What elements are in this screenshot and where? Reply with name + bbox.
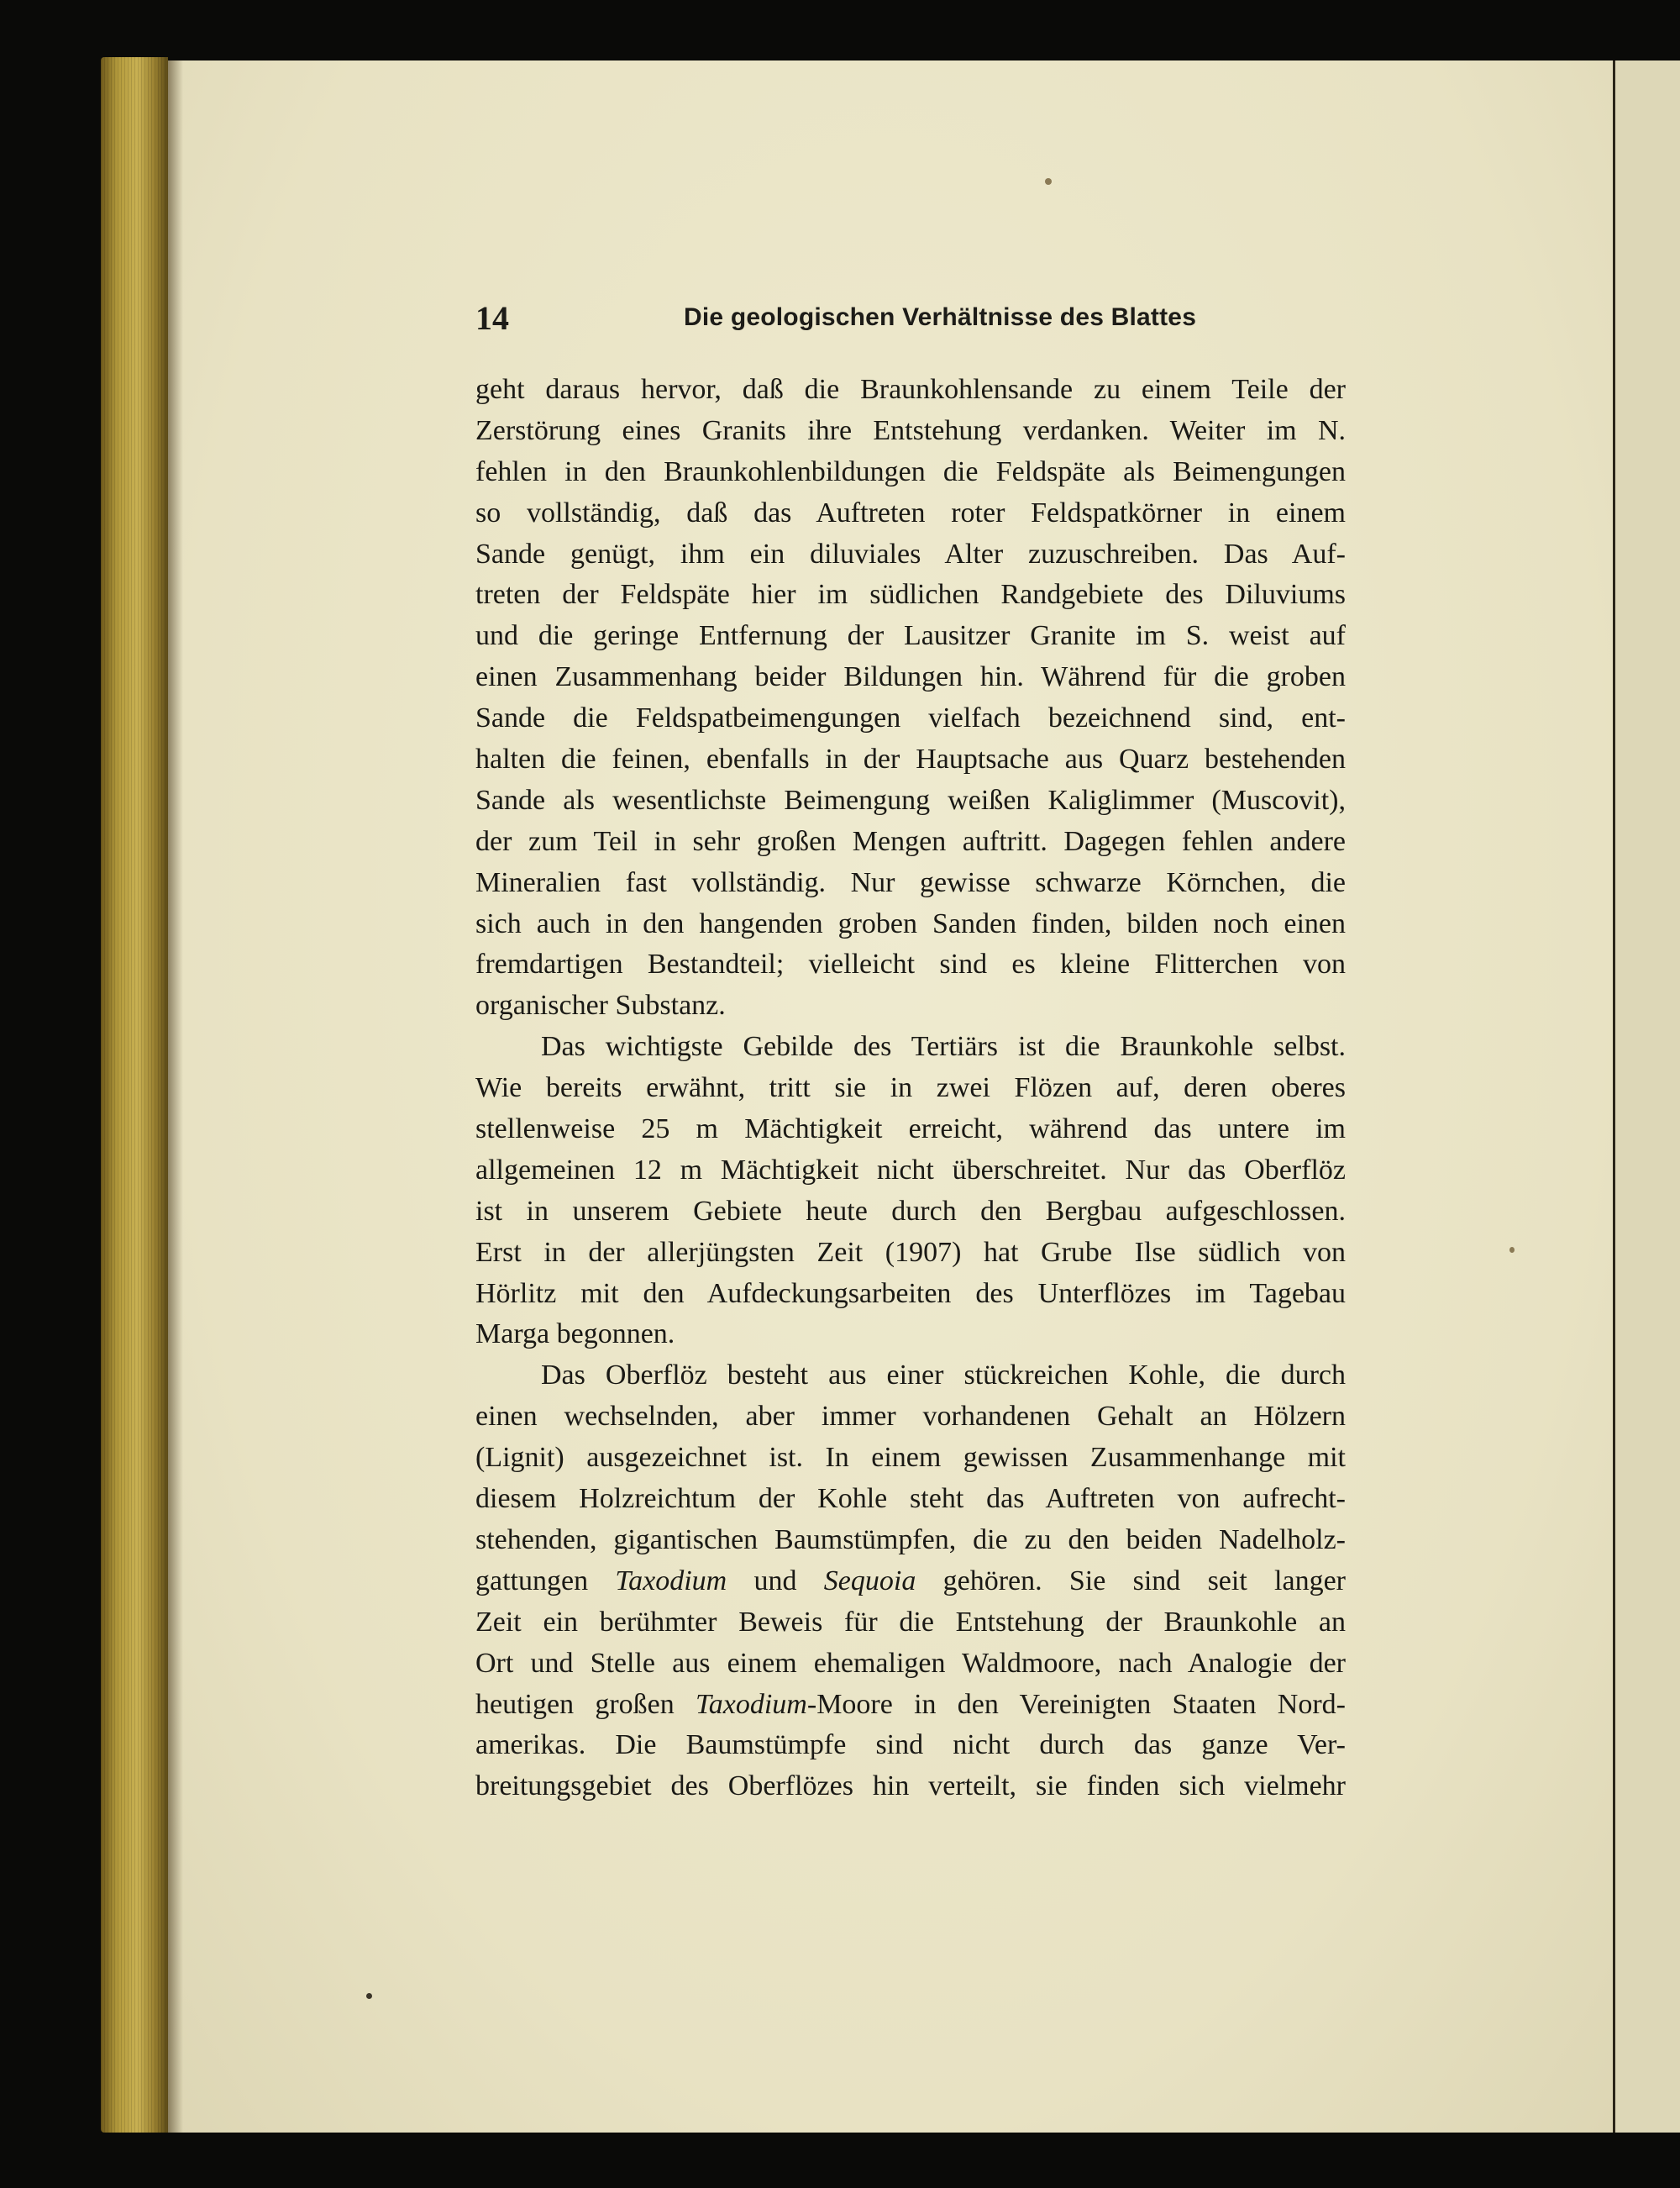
page-number: 14 xyxy=(475,299,509,337)
text-line: halten die feinen, ebenfalls in der Hauptsache aus Quarz bestehenden xyxy=(475,744,1346,776)
spine-shadow xyxy=(168,60,183,2133)
running-title: Die geologischen Verhältnisse des Blattes xyxy=(684,303,1197,331)
text-line: Erst in der allerjüngsten Zeit (1907) hat Grube Ilse südlich von xyxy=(475,1236,1346,1268)
text-line: Hörlitz mit den Aufdeckungsarbeiten des Unterflözes im Tagebau xyxy=(475,1277,1346,1309)
next-page-edge xyxy=(1613,60,1680,2133)
body-text xyxy=(475,370,1346,1807)
text-line: einen wechselnden, aber immer vorhandenen Gehalt an Hölzern xyxy=(475,1401,1346,1433)
text-line: einen Zusammenhang beider Bildungen hin. Während für die groben xyxy=(475,661,1346,693)
text-line: breitungsgebiet des Oberflözes hin verteilt, sie finden sich vielmehr xyxy=(475,1770,1346,1802)
text-line: stellenweise 25 m Mächtigkeit erreicht, während das untere im xyxy=(475,1113,1346,1145)
text-line: organischer Substanz. xyxy=(475,990,726,1022)
text-line: so vollständig, daß das Auftreten roter Feldspatkörner in einem xyxy=(475,497,1346,529)
paper-speck xyxy=(1045,178,1052,185)
text-line: stehenden, gigantischen Baumstümpfen, die zu den beiden Nadelholz- xyxy=(475,1523,1346,1555)
text-line: Ort und Stelle aus einem ehemaligen Waldmoore, nach Analogie der xyxy=(475,1647,1346,1679)
text-line: Marga begonnen. xyxy=(475,1318,675,1350)
text-line: Das wichtigste Gebilde des Tertiärs ist die Braunkohle selbst. xyxy=(541,1031,1346,1063)
genus-name: Taxodium xyxy=(695,1688,807,1720)
text-line: Mineralien fast vollständig. Nur gewisse schwarze Körnchen, die xyxy=(475,866,1346,898)
paper-speck xyxy=(1509,1247,1515,1253)
genus-name: Sequoia xyxy=(823,1565,916,1596)
page-header xyxy=(475,298,1342,349)
text-line: Sande die Feldspatbeimengungen vielfach bezeichnend sind, ent- xyxy=(475,702,1346,734)
text-line: geht daraus hervor, daß die Braunkohlensande zu einem Teile der xyxy=(475,374,1346,405)
text-line: Zeit ein berühmter Beweis für die Entstehung der Braunkohle an xyxy=(475,1606,1346,1638)
text-line: Das Oberflöz besteht aus einer stückreichen Kohle, die durch xyxy=(541,1360,1346,1391)
text-line: heutigen großen Taxodium-Moore in den Vereinigten Staaten Nord- xyxy=(475,1688,1346,1720)
text-line: der zum Teil in sehr großen Mengen auftritt. Dagegen fehlen andere xyxy=(475,825,1346,857)
text-line: Sande als wesentlichste Beimengung weißen Kaliglimmer (Muscovit), xyxy=(475,784,1346,816)
text-line: amerikas. Die Baumstümpfe sind nicht durch das ganze Ver- xyxy=(475,1729,1346,1761)
text-line: ist in unserem Gebiete heute durch den Bergbau aufgeschlossen. xyxy=(475,1195,1346,1227)
text-line: fremdartigen Bestandteil; vielleicht sind es kleine Flitterchen von xyxy=(475,949,1346,981)
text-line: sich auch in den hangenden groben Sanden finden, bilden noch einen xyxy=(475,907,1346,939)
text-line: gattungen Taxodium und Sequoia gehören. Sie sind seit langer xyxy=(475,1565,1347,1596)
page-edges xyxy=(101,57,168,2133)
text-line: (Lignit) ausgezeichnet ist. In einem gewissen Zusammenhange mit xyxy=(475,1442,1346,1474)
text-line: fehlen in den Braunkohlenbildungen die Feldspäte als Beimengungen xyxy=(475,455,1346,487)
text-line: Wie bereits erwähnt, tritt sie in zwei Flözen auf, deren oberes xyxy=(475,1072,1346,1104)
text-line: diesem Holzreichtum der Kohle steht das Auftreten von aufrecht- xyxy=(475,1483,1346,1515)
text-line: und die geringe Entfernung der Lausitzer Granite im S. weist auf xyxy=(475,620,1346,652)
genus-name: Taxodium xyxy=(615,1565,727,1596)
text-line: allgemeinen 12 m Mächtigkeit nicht überschreitet. Nur das Oberflöz xyxy=(475,1154,1346,1186)
text-line: Sande genügt, ihm ein diluviales Alter zuzuschreiben. Das Auf- xyxy=(475,538,1346,570)
paper-speck xyxy=(366,1993,372,1999)
text-line: Zerstörung eines Granits ihre Entstehung verdanken. Weiter im N. xyxy=(475,414,1346,446)
text-line: treten der Feldspäte hier im südlichen Randgebiete des Diluviums xyxy=(475,579,1346,611)
